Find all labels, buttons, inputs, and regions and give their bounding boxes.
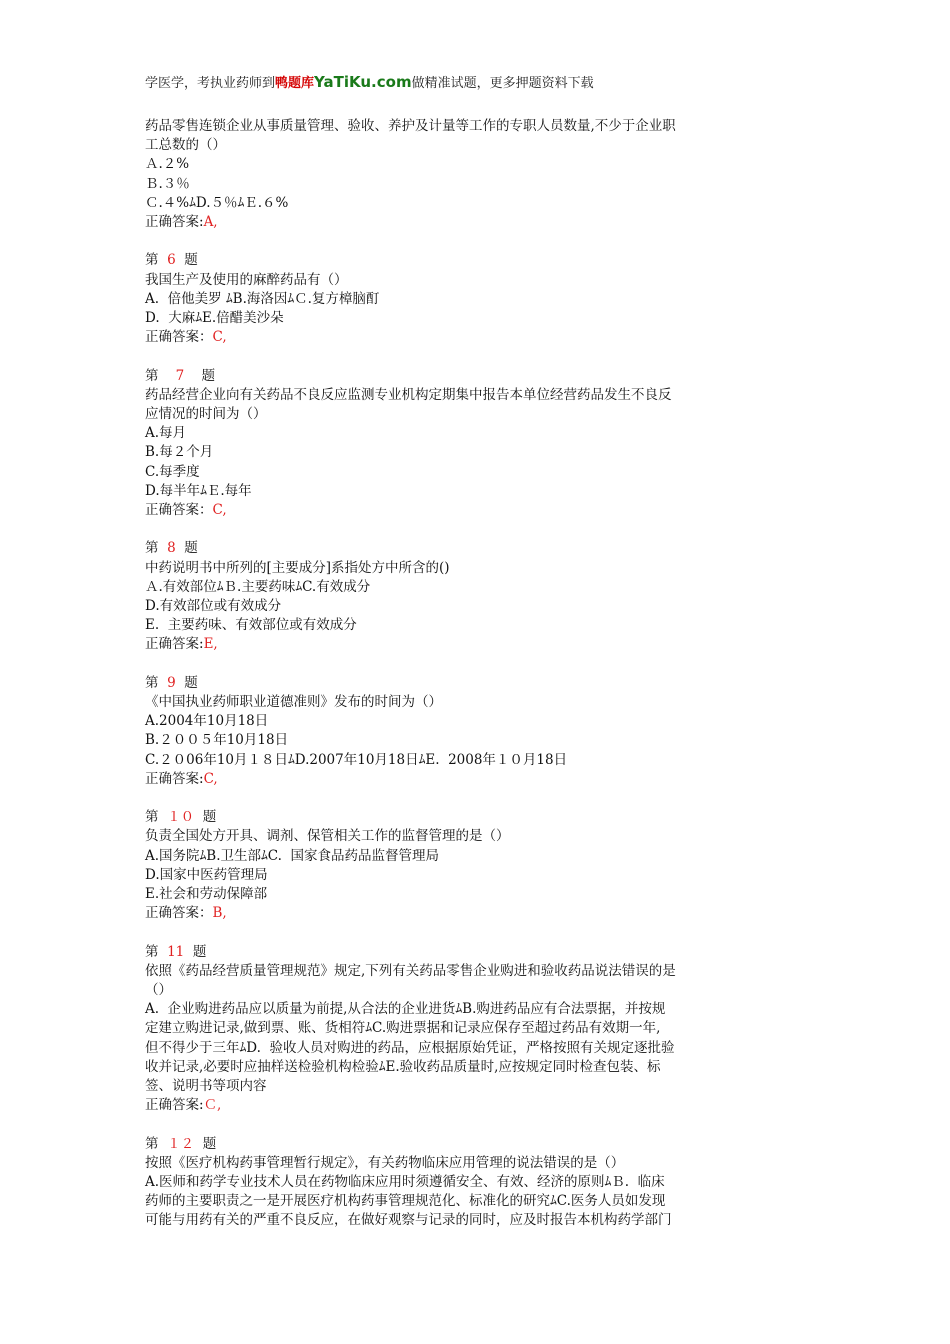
options-a-b-c: A.国务院ﾑB.卫生部ﾑC. 国家食品药品监督管理局 [145,847,439,864]
question-header [145,539,810,558]
answer-label: 正确答案： [145,905,213,922]
option-a: A.2004年10月18日 [145,713,269,730]
question-8 [145,539,810,654]
question-stem: （） [145,982,172,999]
options-text: 签、说明书等项内容 [145,1078,267,1095]
question-9 [145,674,810,789]
question-header [145,1135,810,1154]
banner-prefix: 学医学，考执业药师到 [145,76,276,91]
question-stem: 依照《药品经营质量管理规范》规定,下列有关药品零售企业购进和验收药品说法错误的是 [145,962,676,979]
question-number: 9 [167,674,176,691]
options-a-b-c: Ａ.有效部位ﾑＢ.主要药味ﾑC.有效成分 [145,578,371,595]
question-12 [145,1135,810,1231]
question-number: 8 [167,540,176,557]
banner-suffix: 做精准试题，更多押题资料下载 [411,76,594,91]
option-d: D.有效部位或有效成分 [145,598,282,615]
spacer [145,520,810,539]
header-suffix: 题 [192,943,207,960]
header-suffix: 题 [184,540,198,557]
options-text: A. 企业购进药品应以质量为前提,从合法的企业进货ﾑB.购进药品应有合法票据，并按规 [145,1001,666,1018]
option-e: E.社会和劳动保障部 [145,886,268,903]
question-stem: 药品经营企业向有关药品不良反应监测专业机构定期集中报告本单位经营药品发生不良反 [145,386,672,403]
options-c-d-e: Ｃ.４%ﾑD.５％ﾑＥ.６% [145,194,289,211]
option-b: Ｂ.３％ [145,175,190,192]
banner-site-name[interactable]: 鸭题库 [275,76,315,91]
option-b: B.每２个月 [145,444,214,461]
answer-label: 正确答案： [145,329,213,346]
options-text: A.医师和药学专业技术人员在药物临床应用时须遵循安全、有效、经济的原则ﾑＢ. 临床 [145,1174,665,1191]
options-a-b-c: A. 倍他美罗 ﾑB.海洛因ﾑＣ.复方樟脑酊 [145,290,380,307]
header-prefix: 第 [145,540,159,557]
spacer [145,1115,810,1134]
question-stem: 我国生产及使用的麻醉药品有（） [145,271,348,288]
answer-line [145,1096,810,1115]
answer-value: C, [203,770,218,787]
option-c: C.每季度 [145,463,200,480]
question-number: 7 [175,367,185,384]
options-d-e: D. 大麻ﾑE.倍醋美沙朵 [145,310,284,327]
answer-line [145,328,810,347]
header-suffix: 题 [201,367,215,384]
spacer [145,232,810,251]
header-prefix: 第 [145,943,159,960]
question-stem: 《中国执业药师职业道德准则》发布的时间为（） [145,694,442,711]
header-prefix: 第 [145,252,159,269]
answer-label: 正确答案: [145,214,204,231]
options-text: 药师的主要职责之一是开展医疗机构药事管理规范化、标准化的研究ﾑC.医务人员如发现 [145,1193,666,1210]
answer-value: C, [212,502,227,519]
answer-label: 正确答案: [145,636,204,653]
question-number: １２ [167,1135,195,1152]
site-banner [145,73,865,93]
question-5 [145,117,810,232]
spacer [145,923,810,942]
answer-line [145,635,810,654]
answer-label: 正确答案: [145,1097,204,1114]
question-stem: 工总数的（） [145,137,226,154]
spacer [145,347,810,366]
spacer [145,655,810,674]
header-suffix: 题 [202,809,217,826]
banner-site-domain[interactable]: YaTiKu.com [314,73,412,91]
header-prefix: 第 [145,367,159,384]
options-text: 但不得少于三年ﾑD. 验收人员对购进的药品，应根据原始凭证，严格按照有关规定逐批验 [145,1039,675,1056]
answer-label: 正确答案: [145,770,204,787]
option-d: D.国家中医药管理局 [145,866,268,883]
options-text: 可能与用药有关的严重不良反应，在做好观察与记录的同时，应及时报告本机构药学部门 [145,1212,672,1229]
options-text: 定建立购进记录,做到票、账、货相符ﾑC.购进票据和记录应保存至超过药品有效期一年, [145,1020,661,1037]
spacer [145,789,810,808]
question-stem: 药品零售连锁企业从事质量管理、验收、养护及计量等工作的专职人员数量,不少于企业职 [145,118,676,134]
question-header [145,943,810,962]
question-10 [145,808,810,923]
answer-line [145,770,810,789]
header-prefix: 第 [145,674,159,691]
answer-value: B, [212,905,227,922]
option-b: B.２００５年10月18日 [145,732,289,749]
question-number: １０ [167,809,195,826]
header-suffix: 题 [184,252,198,269]
answer-value: C, [212,329,227,346]
question-list [145,117,810,1231]
options-text: 收并记录,必要时应抽样送检验机构检验ﾑE.验收药品质量时,应按规定同时检查包装、标 [145,1058,661,1075]
option-a: A.每月 [145,425,187,442]
question-stem: 按照《医疗机构药事管理暂行规定》，有关药物临床应用管理的说法错误的是（） [145,1154,625,1171]
answer-line [145,501,810,520]
question-stem: 负责全国处方开具、调剂、保管相关工作的监督管理的是（） [145,828,510,845]
header-suffix: 题 [184,674,198,691]
header-suffix: 题 [202,1135,217,1152]
question-header [145,367,810,386]
question-stem: 应情况的时间为（） [145,406,267,423]
question-stem: 中药说明书中所列的[主要成分]系指处方中所含的() [145,559,450,576]
question-6 [145,251,810,347]
question-header [145,251,810,270]
answer-value: Ｃ, [203,1097,222,1114]
answer-label: 正确答案： [145,502,213,519]
question-number: 11 [167,943,185,960]
answer-value: A, [203,214,218,231]
header-prefix: 第 [145,1135,159,1152]
options-d-e: D.每半年ﾑＥ.每年 [145,482,252,499]
answer-value: E, [203,636,218,653]
header-prefix: 第 [145,809,159,826]
option-a: Ａ.２% [145,156,190,173]
answer-line [145,213,810,232]
options-c-d-e: C.２０06年10月１８日ﾑD.2007年10月18日ﾑE. 2008年１０月18日 [145,751,568,768]
question-number: 6 [167,252,176,269]
answer-line [145,904,810,923]
question-header [145,808,810,827]
question-7 [145,367,810,521]
question-header [145,674,810,693]
question-11 [145,943,810,1116]
option-e: E. 主要药味、有效部位或有效成分 [145,617,357,634]
